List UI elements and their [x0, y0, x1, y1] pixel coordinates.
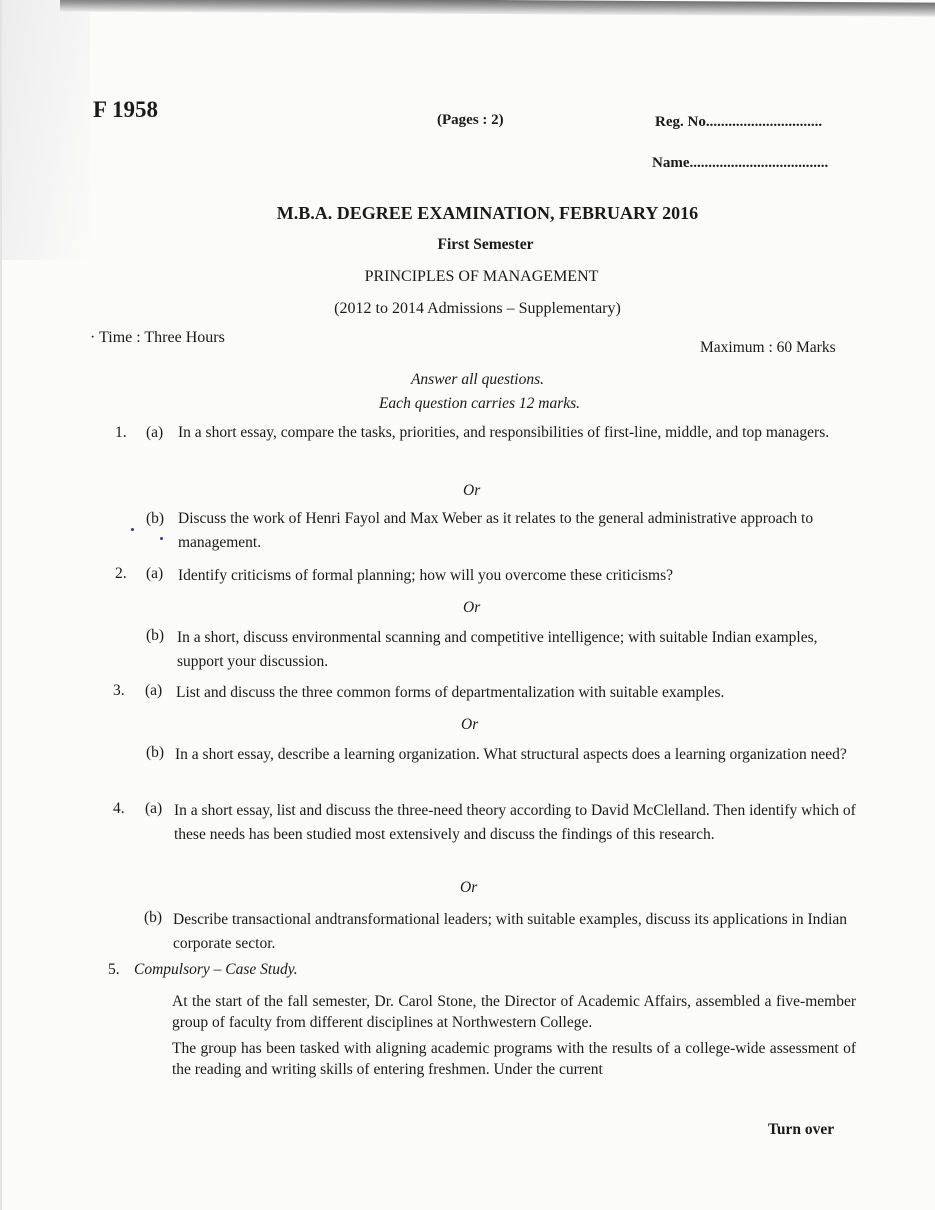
- question-text: In a short essay, describe a learning organization. What structural aspects does a learning organization need?: [175, 746, 847, 763]
- or-separator: Or: [463, 482, 481, 499]
- page-count: (Pages : 2): [437, 112, 504, 128]
- pen-mark: [160, 537, 163, 540]
- subject: PRINCIPLES OF MANAGEMENT: [364, 268, 599, 285]
- semester: First Semester: [437, 236, 534, 253]
- question-text: List and discuss the three common forms of departmentalization with suitable examples.: [176, 684, 725, 701]
- part-label: (a): [146, 424, 164, 441]
- question-text: In a short, discuss environmental scanning and competitive intelligence; with suitable Indian examples, support your discussion.: [177, 629, 818, 670]
- part-label: (b): [144, 909, 163, 926]
- question-number: 1.: [115, 424, 127, 441]
- exam-title: M.B.A. DEGREE EXAMINATION, FEBRUARY 2016: [276, 203, 699, 223]
- case-study-paragraph-2: The group has been tasked with aligning academic programs with the results of a college-wide assessment of the reading and writing skills of entering freshmen. Under the current: [172, 1040, 856, 1078]
- reg-no-field: Reg. No...............................: [655, 114, 823, 130]
- question-text: Describe transactional andtransformational leaders; with suitable examples, discuss its applications in Indian corporate sector.: [173, 911, 848, 952]
- scan-shadow-top: [60, 0, 935, 17]
- turn-over-note: Turn over: [768, 1121, 835, 1138]
- maximum-marks: Maximum : 60 Marks: [700, 339, 836, 356]
- instruction-marks: Each question carries 12 marks.: [378, 395, 581, 412]
- question-number: 3.: [113, 682, 125, 699]
- question-text: Identify criticisms of formal planning; how will you overcome these criticisms?: [178, 567, 674, 584]
- scan-fold: [0, 0, 2, 1210]
- case-study-heading: Compulsory – Case Study.: [134, 961, 298, 978]
- part-label: (b): [146, 510, 165, 527]
- question-number: 4.: [113, 800, 125, 817]
- name-field: Name.....................................: [652, 155, 829, 171]
- part-label: (b): [146, 627, 165, 644]
- part-label: (b): [146, 744, 165, 761]
- case-study-paragraph-1: At the start of the fall semester, Dr. Carol Stone, the Director of Academic Affairs, assembled a five-member group of faculty from different disciplines at Northwestern College.: [172, 993, 856, 1031]
- part-label: (a): [146, 565, 164, 582]
- question-number: 2.: [115, 565, 127, 582]
- paper-code: F 1958: [93, 97, 158, 122]
- admissions: (2012 to 2014 Admissions – Supplementary): [334, 300, 621, 317]
- or-separator: Or: [463, 599, 481, 616]
- pen-mark: [131, 528, 134, 531]
- question-text: In a short essay, list and discuss the three-need theory according to David McClelland. Then identify which of these needs has been studied most extensively and discuss the findings of this research.: [174, 802, 856, 843]
- instruction-answer-all: Answer all questions.: [410, 371, 545, 388]
- question-text: In a short essay, compare the tasks, priorities, and responsibilities of first-line, middle, and top managers.: [178, 424, 830, 441]
- question-number: 5.: [108, 961, 120, 978]
- question-text: Discuss the work of Henri Fayol and Max Weber as it relates to the general administrative approach to management.: [178, 510, 814, 551]
- or-separator: Or: [461, 716, 479, 733]
- part-label: (a): [145, 800, 163, 817]
- time-allowed: · Time : Three Hours: [90, 329, 225, 346]
- part-label: (a): [145, 682, 163, 699]
- or-separator: Or: [460, 879, 478, 896]
